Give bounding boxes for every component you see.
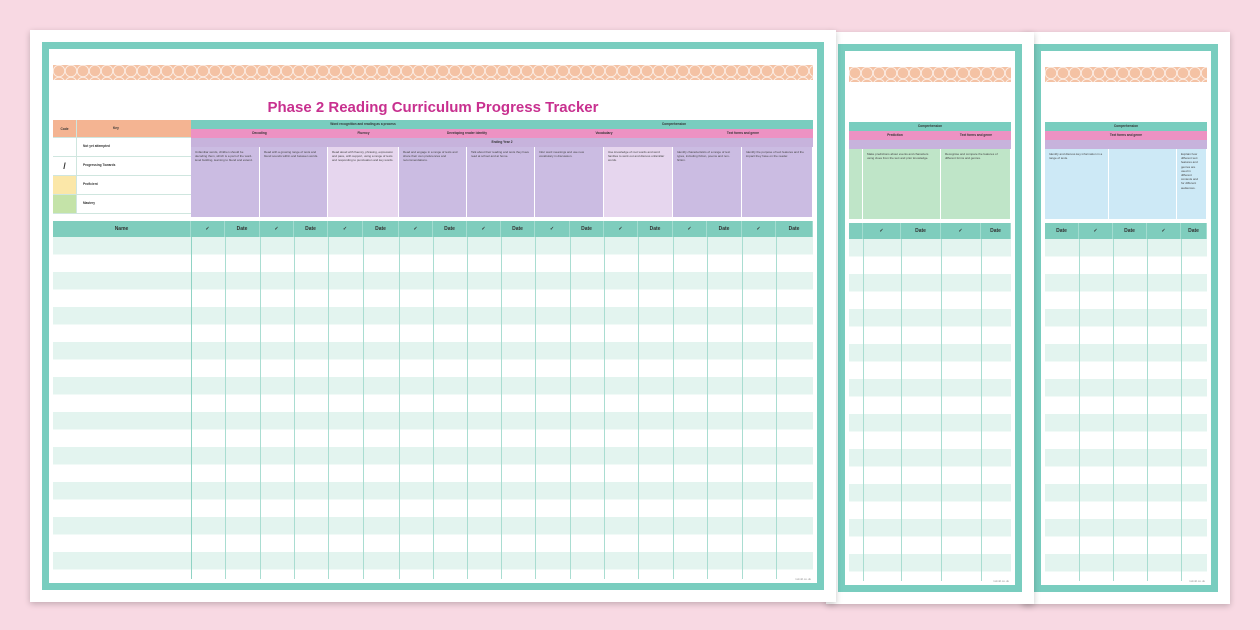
legend-row (53, 176, 191, 195)
sub-label-bar (1045, 140, 1207, 149)
top-group-bar: Word recognition and reading as a process (191, 120, 535, 129)
tick-column-header: ✓ (399, 221, 433, 237)
legend-key-header: Key (113, 126, 119, 130)
footer-credit: twinkl.co.uk (795, 577, 811, 581)
date-column-header: Date (570, 221, 604, 237)
tick-column-header: ✓ (191, 221, 225, 237)
sub-label-bar: Ending Year 2 (191, 138, 813, 147)
tick-column-header: ✓ (260, 221, 294, 237)
legend-swatch-mastery (53, 195, 77, 213)
footer-credit: twinkl.co.uk (993, 579, 1009, 583)
date-column-header: Date (363, 221, 399, 237)
sub-group-bar: Text forms and genre (1045, 131, 1207, 140)
page-title: Phase 2 Reading Curriculum Progress Tracker (267, 99, 599, 116)
criterion-description: Use knowledge of root words and word families to work out and discuss unfamiliar words. (604, 147, 673, 217)
worksheet-page-3 (1022, 32, 1230, 604)
criterion-description: Make predictions about events and characters using clues from the text and prior knowledge. (863, 149, 941, 219)
tick-column-header (849, 223, 863, 239)
tick-column-header: ✓ (604, 221, 638, 237)
date-column-header: Date (225, 221, 260, 237)
worksheet-page-2 (826, 32, 1034, 604)
top-group-bar: Comprehension (535, 120, 813, 129)
criterion-description: Identify characteristics of a range of text types, including fiction, poems and non-fiction. (673, 147, 742, 217)
decorative-band (849, 67, 1011, 82)
tick-column-header: ✓ (535, 221, 570, 237)
criterion-description: Unfamiliar words, children should be decoding them, which is a part of the word-level building, learning to blend and extend. (191, 147, 260, 217)
date-column-header: Date (776, 221, 813, 237)
legend-label: Proficient (83, 182, 98, 186)
tick-column-header: ✓ (863, 223, 901, 239)
tick-column-header: ✓ (1147, 223, 1181, 239)
top-group-bar: Comprehension (849, 122, 1011, 131)
criterion-description: Infer word meanings and use new vocabulary in discussion. (535, 147, 604, 217)
date-column-header: Date (501, 221, 535, 237)
legend-row (53, 138, 191, 157)
date-column-header: Date (707, 221, 742, 237)
sub-group-bar: Text forms and genre (941, 131, 1011, 140)
tracker-grid (53, 237, 813, 579)
criterion-description (1109, 149, 1177, 219)
criterion-description: Identify the purpose of text features and the impact they have on the reader. (742, 147, 813, 217)
criterion-description: Talk about their reading and texts they have read at school and at home. (467, 147, 535, 217)
sub-group-bar: Fluency (328, 129, 399, 138)
tick-column-header: ✓ (1079, 223, 1113, 239)
legend-row (53, 157, 191, 176)
date-column-header: Date (433, 221, 467, 237)
legend-symbol: / (53, 157, 77, 175)
tick-column-header: ✓ (941, 223, 981, 239)
tick-column-header: ✓ (328, 221, 363, 237)
sub-group-bar: Prediction (849, 131, 941, 140)
page-border (1034, 44, 1218, 592)
date-column-header: Date (1181, 223, 1207, 239)
tick-column-header: ✓ (742, 221, 776, 237)
page-border (42, 42, 824, 590)
sub-label-bar (849, 140, 1011, 149)
legend-label: Progressing Towards (83, 163, 116, 167)
date-column-header: Date (1045, 223, 1079, 239)
sub-group-bar: Text forms and genre (673, 129, 813, 138)
criterion-description: Read aloud with fluency, phrasing, expression and pace, with support, using a range of texts and responding to punctuation and key words. (328, 147, 399, 217)
tick-column-header: ✓ (673, 221, 707, 237)
criterion-description: Identify and discuss key information in a range of texts. (1045, 149, 1109, 219)
date-column-header: Date (1113, 223, 1147, 239)
name-column-header: Name (53, 221, 191, 237)
criterion-description (849, 149, 863, 219)
criterion-description: Read with a growing range of texts and blend sounds within and between words. (260, 147, 328, 217)
tracker-grid (1045, 239, 1207, 581)
footer-credit: twinkl.co.uk (1189, 579, 1205, 583)
date-column-header: Date (901, 223, 941, 239)
criterion-description: Recognise and compare the features of different forms and genres. (941, 149, 1011, 219)
date-column-header: Date (638, 221, 673, 237)
legend-header (53, 120, 191, 138)
legend-swatch-proficient (53, 176, 77, 194)
worksheet-page-1 (30, 30, 836, 602)
tracker-grid (849, 239, 1011, 581)
legend-label: Not yet attempted (83, 144, 110, 148)
decorative-band (53, 65, 813, 80)
legend-row (53, 195, 191, 214)
criterion-description: Read and engage in a range of texts and share their own preferences and recommendations. (399, 147, 467, 217)
page-border (838, 44, 1022, 592)
legend-code-header: Code (53, 120, 77, 137)
tick-column-header: ✓ (467, 221, 501, 237)
date-column-header: Date (294, 221, 328, 237)
sub-group-bar: Developing reader identity (399, 129, 535, 138)
sub-group-bar: Vocabulary (535, 129, 673, 138)
decorative-band (1045, 67, 1207, 82)
legend-label: Mastery (83, 201, 96, 205)
date-column-header: Date (981, 223, 1011, 239)
sub-group-bar: Decoding (191, 129, 328, 138)
criterion-description: Explain how different text features and genres are used in different contexts and for different audiences. (1177, 149, 1207, 219)
top-group-bar: Comprehension (1045, 122, 1207, 131)
legend-symbol (53, 138, 77, 156)
